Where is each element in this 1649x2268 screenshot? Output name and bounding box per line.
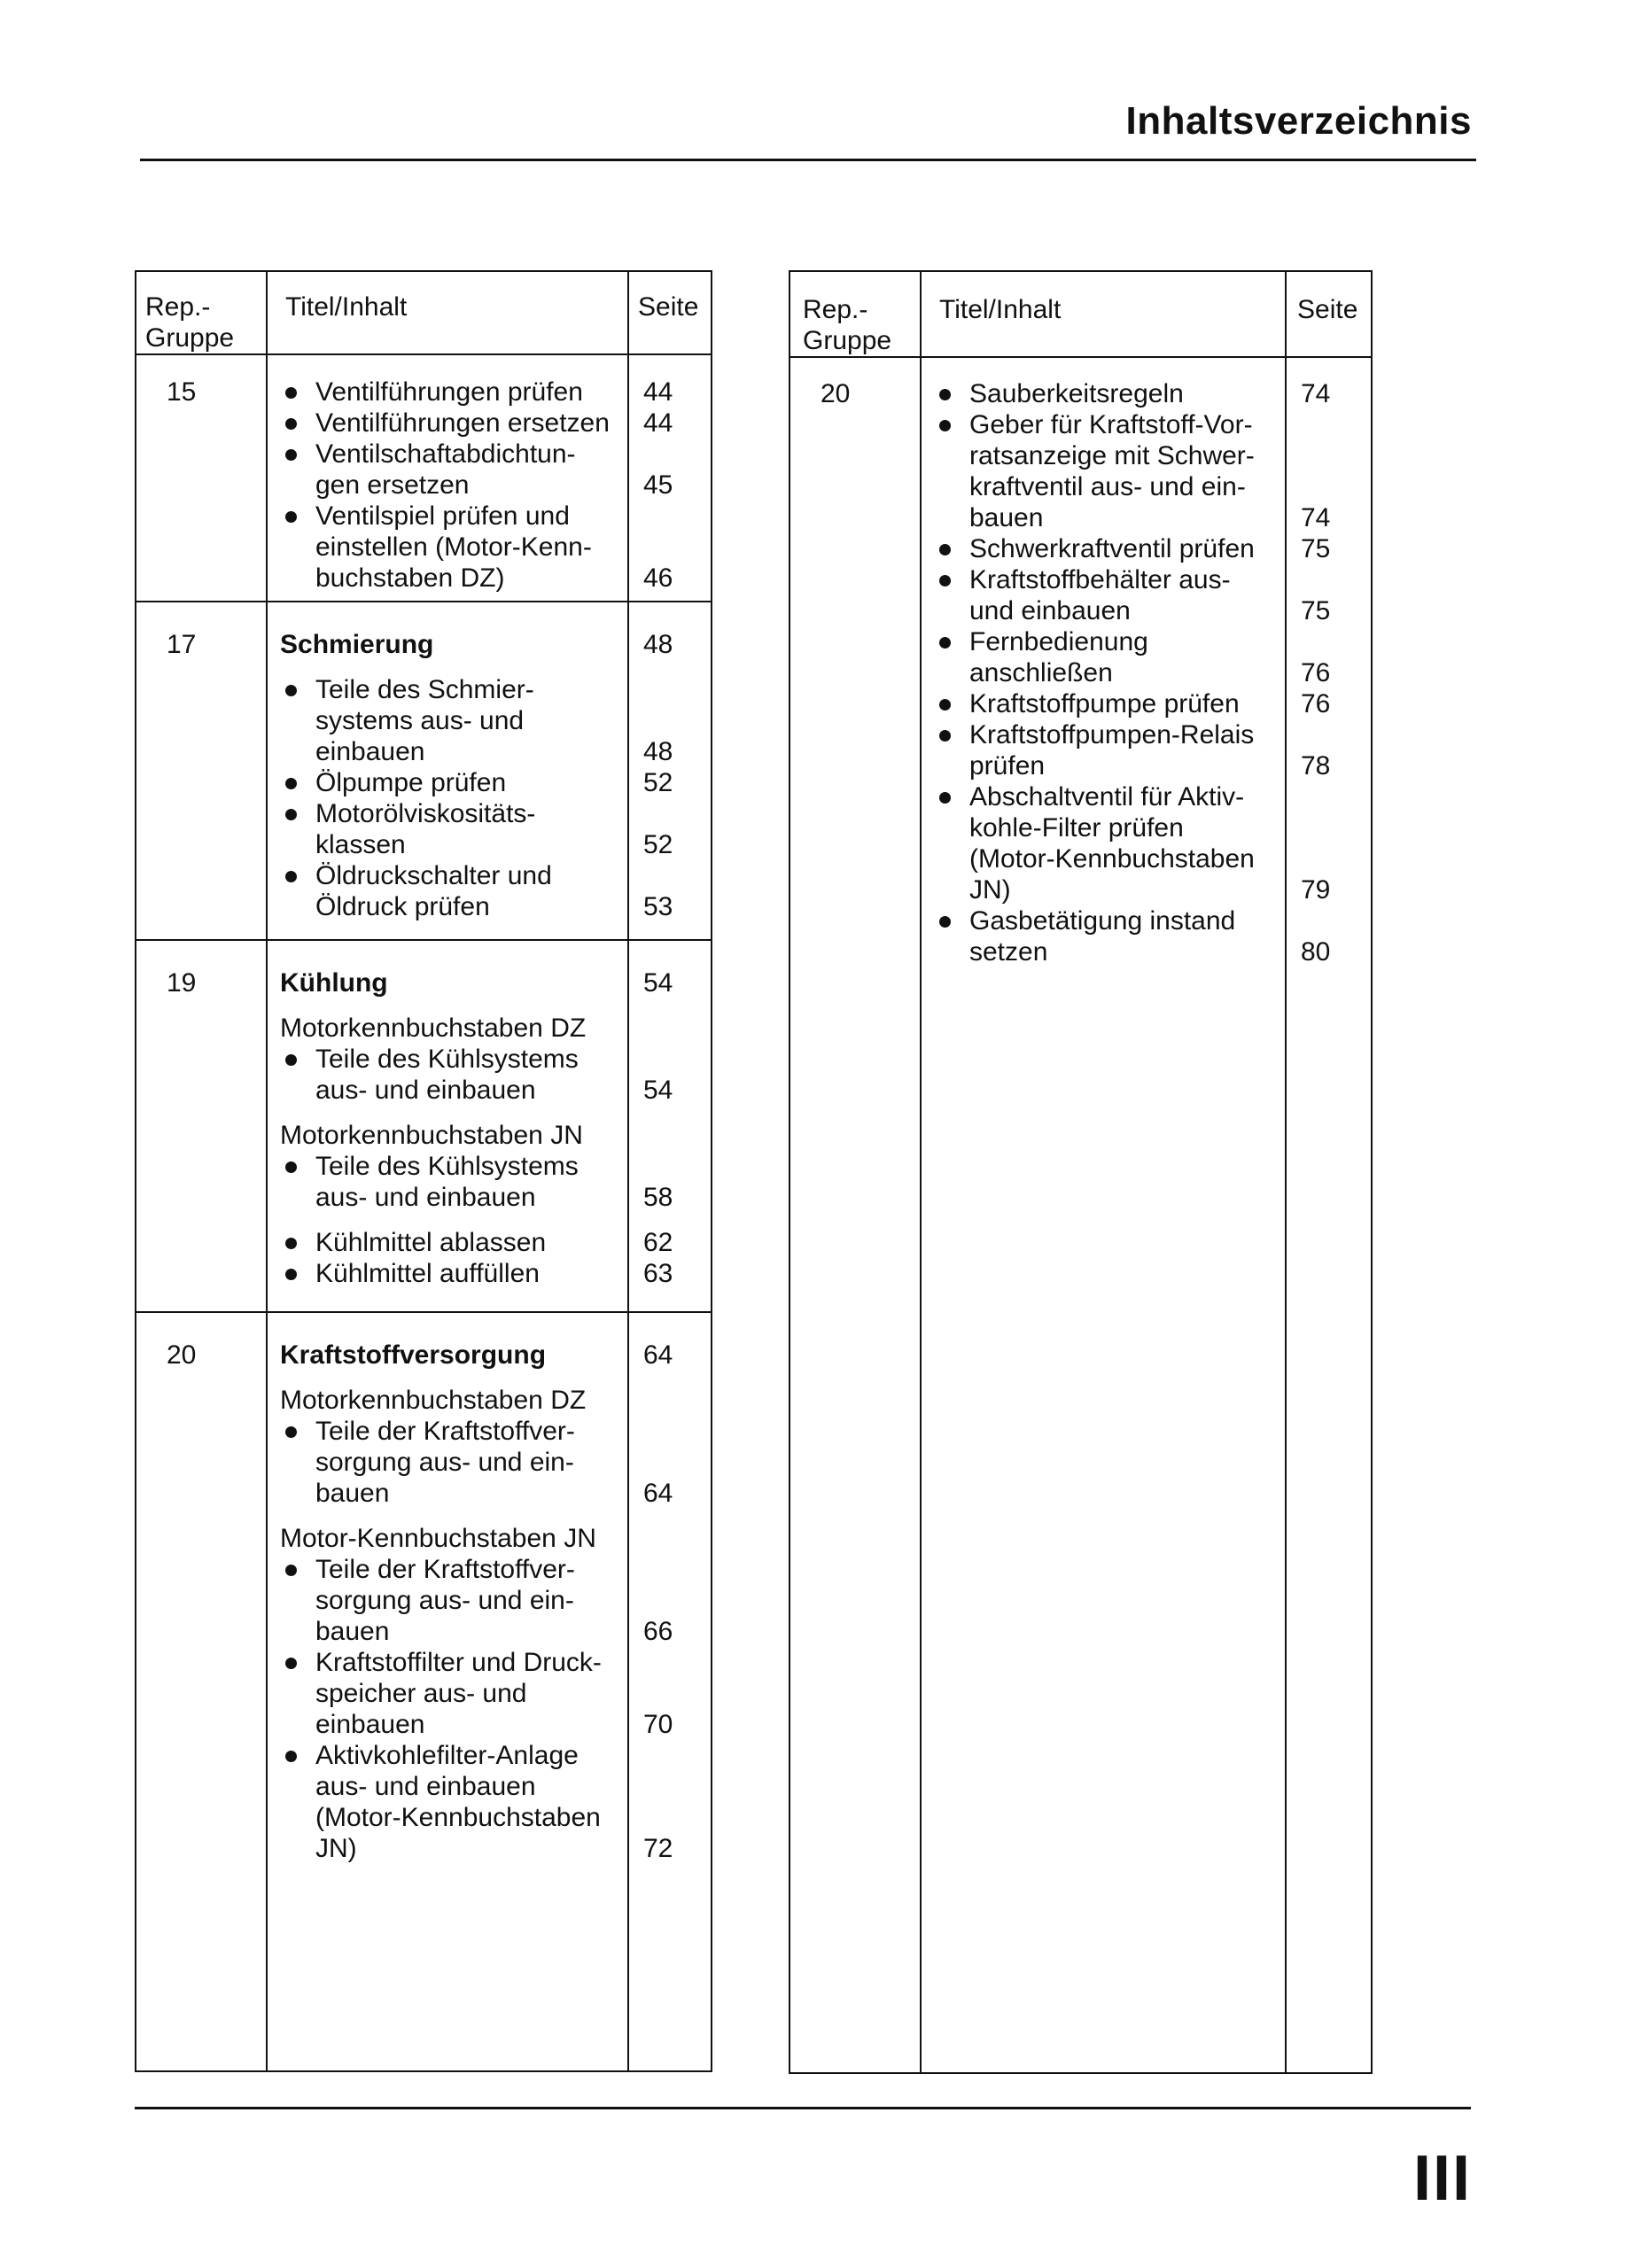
group-20-content: [280, 1340, 705, 1864]
page-ref: 76: [1301, 658, 1331, 687]
subheading: Motorkennbuchstaben JN: [280, 1121, 583, 1150]
list-item: Kühlmittel auffüllen 63: [280, 1258, 705, 1289]
section-title: Schmierung: [280, 630, 434, 659]
page-ref: 58: [643, 1183, 673, 1212]
subheading: Motorkennbuchstaben DZ: [280, 1386, 587, 1415]
header-rule: [136, 353, 711, 355]
top-rule: [140, 159, 1476, 161]
page-ref: 74: [1301, 503, 1331, 532]
page-ref: 53: [643, 892, 673, 921]
group-number: 15: [167, 377, 197, 407]
group-number: 20: [821, 379, 851, 408]
page-ref: 80: [1301, 937, 1331, 967]
page-ref: 64: [643, 1479, 673, 1508]
list-item: Ventilschaftabdichtun- gen ersetzen 45: [280, 439, 705, 501]
list-item: Teile der Kraftstoffver- sorgung aus- und ein- bauen 66: [280, 1554, 705, 1647]
list-item: Ventilführungen ersetzen 44: [280, 408, 705, 439]
page-ref: 54: [643, 1076, 673, 1105]
list-item: Kraftstoffpumpen-Relais prüfen 78: [934, 719, 1368, 781]
page-ref: 66: [643, 1617, 673, 1646]
group-number: 17: [167, 630, 197, 659]
group-17-content: [280, 629, 705, 922]
section-title: Kraftstoffversorgung: [280, 1340, 547, 1370]
page-ref: 62: [643, 1228, 673, 1257]
list-item: Kraftstoffpumpe prüfen 76: [934, 688, 1368, 719]
list-item: Öldruckschalter und Öldruck prüfen 53: [280, 860, 705, 922]
row-rule: [136, 1311, 711, 1313]
toc-table-left: [135, 270, 712, 2072]
group-19-content: [280, 967, 705, 1289]
page-ref: 54: [643, 968, 673, 998]
list-item: Schwerkraftventil prüfen 75: [934, 533, 1368, 564]
list-item: Ventilspiel prüfen und einstellen (Motor-Kenn- buchstaben DZ) 46: [280, 501, 705, 594]
page-number: III: [1412, 2143, 1472, 2214]
page-ref: 44: [643, 377, 673, 407]
row-rule: [136, 601, 711, 602]
column-divider: [920, 272, 922, 2072]
column-header-title: Titel/Inhalt: [285, 292, 408, 322]
list-item: Aktivkohlefilter-Anlage aus- und einbauen (Motor-Kennbuchstaben JN) 72: [280, 1740, 705, 1864]
column-divider: [266, 272, 268, 2070]
group-20-content: [934, 378, 1368, 967]
subheading: Motorkennbuchstaben DZ: [280, 1014, 587, 1043]
row-rule: [136, 939, 711, 941]
group-15-content: [280, 377, 705, 594]
page-ref: 79: [1301, 875, 1331, 905]
list-item: Ölpumpe prüfen 52: [280, 767, 705, 798]
bottom-rule: [135, 2107, 1471, 2109]
page-ref: 45: [643, 470, 673, 500]
page-ref: 52: [643, 830, 673, 859]
page-ref: 74: [1301, 379, 1331, 408]
page-title: Inhaltsverzeichnis: [1125, 99, 1472, 143]
list-item: Teile des Schmier- systems aus- und einbauen 48: [280, 674, 705, 767]
list-item: Geber für Kraftstoff-Vor- ratsanzeige mit Schwer- kraftventil aus- und ein- bauen 74: [934, 409, 1368, 533]
page-ref: 78: [1301, 751, 1331, 781]
page-ref: 44: [643, 408, 673, 438]
list-item: Kühlmittel ablassen 62: [280, 1227, 705, 1258]
list-item: Teile des Kühlsystems aus- und einbauen 54: [280, 1044, 705, 1106]
page-ref: 75: [1301, 596, 1331, 625]
page-ref: 72: [643, 1834, 673, 1863]
subheading: Motor-Kennbuchstaben JN: [280, 1524, 596, 1553]
list-item: Teile des Kühlsystems aus- und einbauen 58: [280, 1151, 705, 1213]
list-item: Ventilführungen prüfen 44: [280, 377, 705, 408]
column-header-page: Seite: [1297, 295, 1358, 324]
toc-table-right: [789, 270, 1373, 2074]
list-item: Teile der Kraftstoffver- sorgung aus- und ein- bauen 64: [280, 1416, 705, 1509]
group-number: 19: [167, 968, 197, 998]
section-title: Kühlung: [280, 968, 388, 998]
header-rule: [790, 356, 1371, 358]
list-item: Abschaltventil für Aktiv- kohle-Filter prüfen (Motor-Kennbuchstaben JN) 79: [934, 781, 1368, 905]
page-ref: 52: [643, 768, 673, 797]
list-item: Kraftstoffbehälter aus- und einbauen 75: [934, 564, 1368, 626]
list-item: Fernbedienung anschließen 76: [934, 626, 1368, 688]
list-item: Sauberkeitsregeln 74: [934, 378, 1368, 409]
column-header-group: Rep.- Gruppe: [145, 292, 235, 353]
page-ref: 70: [643, 1710, 673, 1739]
page-ref: 48: [643, 737, 673, 766]
page-ref: 48: [643, 630, 673, 659]
page-ref: 46: [643, 563, 673, 593]
list-item: Kraftstoffilter und Druck- speicher aus- und einbauen 70: [280, 1647, 705, 1740]
group-number: 20: [167, 1340, 197, 1370]
page-ref: 64: [643, 1340, 673, 1370]
column-header-page: Seite: [638, 292, 699, 322]
column-header-title: Titel/Inhalt: [939, 295, 1062, 324]
list-item: Gasbetätigung instand setzen 80: [934, 905, 1368, 967]
page-ref: 76: [1301, 689, 1331, 718]
page-ref: 75: [1301, 534, 1331, 563]
column-header-group: Rep.- Gruppe: [803, 295, 892, 355]
page-ref: 63: [643, 1259, 673, 1288]
list-item: Motorölviskositäts- klassen 52: [280, 798, 705, 860]
